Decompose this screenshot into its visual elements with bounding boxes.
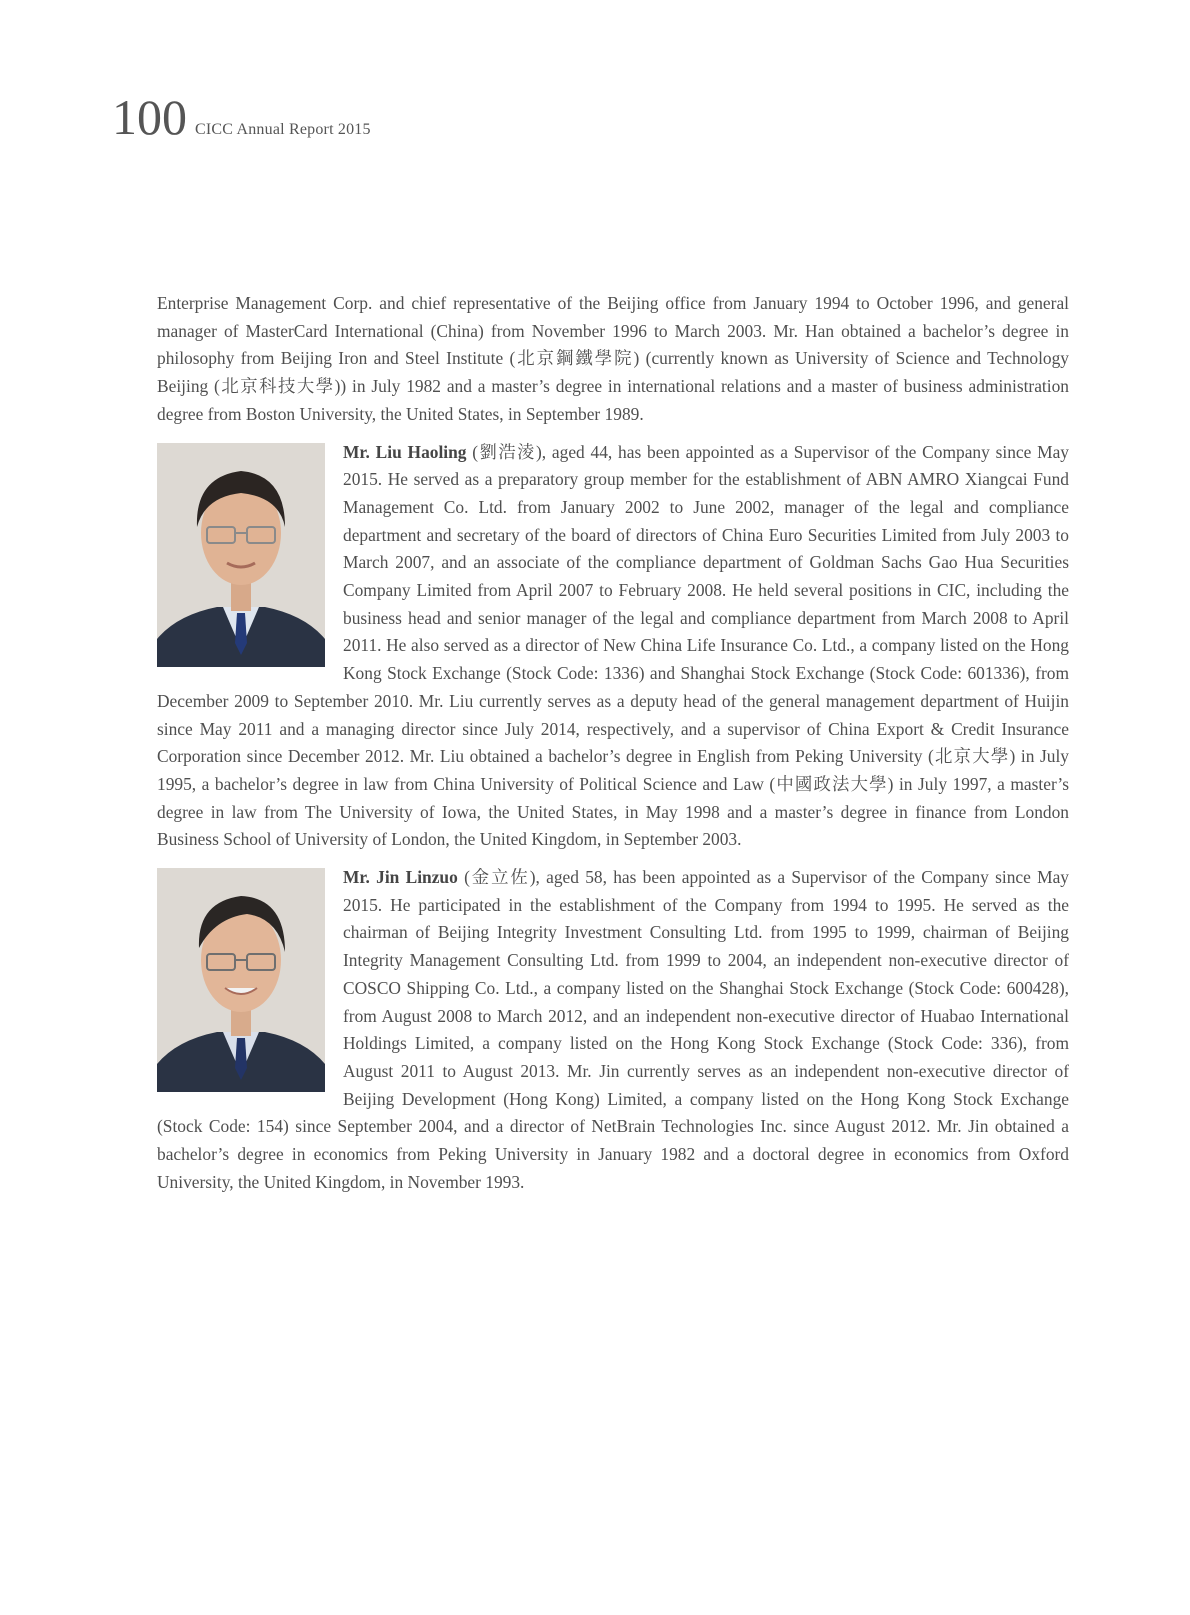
- bio-text: (劉浩淩), aged 44, has been appointed as a Supervisor of the Company since May 2015. He served as a preparatory group member for the establishment of ABN AMRO Xiangcai Fund Management Co. Ltd. from January 2002 to June 2002, manager of the legal and compliance department and secretary of the board of directors of China Euro Securities Limited from July 2003 to March 2007, and an associate of the compliance department of Goldman Sachs Gao Hua Securities Company Limited from April 2007 to February 2008. He held several positions in CIC, including the business head and senior manager of the legal and compliance department from March 2008 to April 2011. He also served as a director of New China Life Insurance Co. Ltd., a company listed on the Hong Kong Stock Exchange (Stock Code: 1336) and Shanghai Stock Exchange (Stock Code: 601336), from December 2009 to September 2010. Mr. Liu currently serves as a deputy head of the general management department of Huijin since May 2011 and a managing director since July 2014, respectively, and a supervisor of China Export & Credit Insurance Corporation since December 2012. Mr. Liu obtained a bachelor’s degree in English from Peking University (北京大學) in July 1995, a bachelor’s degree in law from China University of Political Science and Law (中國政法大學) in July 1997, a master’s degree in law from The University of Iowa, the United States, in May 1998 and a master’s degree in finance from London Business School of University of London, the United Kingdom, in September 2003.: [157, 441, 1069, 850]
- portrait-photo-liu-haoling: [157, 443, 325, 667]
- person-name: Mr. Jin Linzuo: [343, 867, 458, 888]
- bio-liu-haoling: [157, 439, 1069, 855]
- person-name: Mr. Liu Haoling: [343, 441, 467, 462]
- bio-jin-linzuo: [157, 864, 1069, 1196]
- page-header: [112, 89, 371, 145]
- portrait-image: [157, 443, 325, 667]
- bio-text: (金立佐), aged 58, has been appointed as a Supervisor of the Company since May 2015. He participated in the establishment of the Company from 1994 to 1995. He served as the chairman of Beijing Integrity Investment Consulting Ltd. from 1995 to 1999, chairman of Beijing Integrity Management Consulting Ltd. from 1999 to 2004, an independent non-executive director of COSCO Shipping Co. Ltd., a company listed on the Shanghai Stock Exchange (Stock Code: 600428), from August 2008 to March 2012, and an independent non-executive director of Huabao International Holdings Limited, a company listed on the Hong Kong Stock Exchange (Stock Code: 336), from August 2011 to August 2013. Mr. Jin currently serves as an independent non-executive director of Beijing Development (Hong Kong) Limited, a company listed on the Hong Kong Stock Exchange (Stock Code: 154) since September 2004, and a director of NetBrain Technologies Inc. since August 2012. Mr. Jin obtained a bachelor’s degree in economics from Peking University in January 1982 and a doctoral degree in economics from Oxford University, the United Kingdom, in November 1993.: [157, 867, 1069, 1192]
- biography-content: [157, 290, 1069, 1207]
- page-number: 100: [112, 89, 187, 145]
- continued-paragraph: Enterprise Management Corp. and chief representative of the Beijing office from January 1994 to October 1996, and general manager of MasterCard International (China) from November 1996 to March 2003. Mr. Han obtained a bachelor’s degree in philosophy from Beijing Iron and Steel Institute (北京鋼鐵學院) (currently known as University of Science and Technology Beijing (北京科技大學)) in July 1982 and a master’s degree in international relations and a master of business administration degree from Boston University, the United States, in September 1989.: [157, 293, 1069, 424]
- portrait-image: [157, 868, 325, 1092]
- report-title: CICC Annual Report 2015: [195, 121, 371, 138]
- portrait-photo-jin-linzuo: [157, 868, 325, 1092]
